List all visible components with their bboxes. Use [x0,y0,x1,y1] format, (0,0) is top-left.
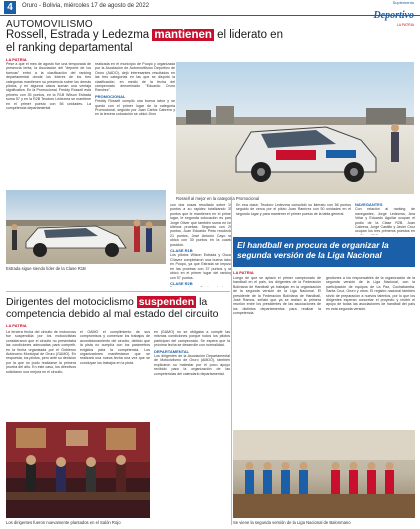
article3-col1-text: Luego de que se aplazó el primer campeonato de handball en el país, los dirigentes de la Federación Boliviana de Handball ya trabajan en la organización de la segunda versión de la Liga Nacional. El presidente de la Federación Boliviana de Handball, José Ramos, señaló que ya se realizó la primera reunión entre los presidentes de las asociaciones de los distintos departamentos para realizar la competencia. [233,276,321,316]
crowd-photo [6,190,166,264]
article1-column-3 [170,203,232,287]
brand-logo [373,1,414,27]
article1-sub-r1b: CLASE R1B [170,248,193,254]
article1-column-2 [95,62,175,188]
page-number: 4 [4,1,16,14]
article2-col2-text: el GAMO el cumplimiento de sus compromisos y comenzar los trabajos de acondicionamiento del circuito, debido que la pista no cumplía con los parámetros exigidos para la competencia. Los organizadores manifestaron que se realizará una nueva fecha una vez que se concluyan los trabajos en la pista. [80,330,150,365]
handball-team-photo [233,430,415,518]
article2-col1-text: La tercera fecha del circuito de motocross fue suspendida por los motociclistas consideraron que el circuito no presentaba las condiciones adecuadas para competir, en la fecha organizada por el Gobierno Autónomo Municipal de Oruro (GAMO). En respuesta, los pilotos, pero ante su decisión por la que no pudo realizarse la primera prueba del año. En este caso, los directivos solicitaron una mejora en el circuito. [6,330,76,374]
brand-publisher: LA PATRIA [396,23,414,27]
article2-column-2 [80,330,150,418]
handball-team-caption: Se viene la segunda versión de la Liga Nacional de Balonmano [233,520,351,525]
handball-team-illustration [233,430,415,518]
article1-col2-text: realizada en el municipio de Poopó y organizada por la Asociación de Automovilismo Deportivo de Oruro (AADO), dejó interesantes resultados en las tres categorías en las que se disputó la clasificación, en medio de la fecha del campeonato denominado "Eduardo Oruro Ramírez". [95,62,175,93]
article2-headline-highlight: suspenden [138,296,195,308]
article1-sub-r2b: CLASE R2B [170,280,193,286]
brand-name: Deportivo [373,10,414,21]
article1-sub-promocional: PROMOCIONAL [95,93,126,99]
article2-byline: LA PATRIA [6,323,27,328]
article3-column-2 [326,276,415,426]
article2-headline-pre: Dirigentes del motociclismo [6,296,134,308]
column-divider [231,200,232,525]
article1-col3c-continued: En esa clase, Teodoro Ledezma consolidó su liderato con 56 puntos seguido de cerca por el piloto Juan Ramírez con 50 unidades en el segundo lugar y para mantener el primer puesto de la tabla general. [236,203,351,216]
meeting-room-photo [6,422,150,518]
article1-col3c-text [170,286,232,287]
article1-headline-highlight: mantienen [154,29,212,41]
crowd-illustration [6,190,166,264]
article2-column-1 [6,330,76,418]
article3-col2-text: gestiones a los responsables de la organización de la segunda versión de la Liga Nacional, con la participación de equipos de La Paz, Cochabamba, Santa Cruz, Oruro y otros. El registro nacional también sirvió de preparación a nuevos talentos, por lo que los dirigentes esperan concretar el proyecto y recibir el apoyo de todas las asociaciones de handball del país en esta segunda versión. [326,276,415,311]
meeting-room-illustration [6,422,150,518]
article1-col1-text: Pese a que el mes de agosto fue una temporada de presencia lenta, la Asociación del "deporte de los tuercas" entró a la clasificación del ranking departamental donde los líderes de los tres categorías mantienen su presencia sobre los demás pilotos, y en algunos casos suman una ventaja significativa. En la Promocional, Freddy Rossell está primero con 35 puntos, en la R1B Wilson Estrada suma 57 y en la R2B Teodoro Ledezma se mantiene en el primer puesto con 56 unidades. La competencia departamental [6,62,91,111]
article1-headline-pre: Rossell, Estrada y Ledezma [6,29,150,41]
meeting-room-caption: Los dirigentes fueron nuevamente plantados en el Salón Rojo [6,520,121,525]
article2-col3-text: en (GAMO) no se obligaba a cumplir las mismas condiciones porque todos los pilotos participan del campeonato. Se espera que la próxima fecha se desarrolle con normalidad. [154,330,230,348]
article2-headline-post: la competencia debido al mal estado del circuito [6,296,219,320]
rally-car-photo [176,62,414,194]
article2-column-3 [154,330,230,460]
article1-headline [6,29,286,55]
article1-col3-text: con dos cosas resultado sobre 10 puntos a su rapidez totalizando 35 puntos que le mantienen en el primer lugar, le segunda colocación es para Jorge Oliver que también suma en los últimos pruebas. Segundo con 29 puntos, Juan Eduardo Pinto recolecta 21 puntos, José Antonio Cayo se ubica con 30 puntos en la cuarta posición. [170,203,232,247]
brand-supplement: Suplemento [392,0,414,5]
article1-byline: LA PATRIA [6,57,27,62]
article3-headline: El handball en procura de organizar la segunda versión de la Liga Nacional [233,237,415,267]
article1-column-1 [6,62,91,188]
article1-col3b-text: Los pilotos Wilson Estrada y Oscar Chavez completaron una buena labor en Poopó, ya que Estrada se impuso en las pruebas con 37 puntos y se ubicó en el primer lugar del ranking con 57 puntos. [170,253,232,280]
rally-car-caption: Rossell al mejor en la categoría Promocional [176,196,260,201]
article3-byline: LA PATRIA [233,270,254,275]
navegantes-text: Con relación al ranking de navegantes, Jorge Ledezma, Ana Velar y Eduardo Aguilar ocupan el podio de la Clase R2B. Juan Cabrera, Jorge Castillo y Javier Cruz ocupan los tres primeros puestos en [355,207,415,234]
article2-sub-departamental: DEPARTAMENTAL [154,348,190,354]
article3-column-1 [233,276,321,426]
crowd-caption: Estrada sigue siendo líder de la Clase R1B [6,266,86,271]
article1-column-4 [236,203,351,235]
navegantes-column [355,203,415,235]
section-divider [6,291,230,292]
article1-col2b-text: Freddy Rossell cumplió una buena labor y se quedó con el primer lugar de la categoría Promocional, seguido por Juan Carlos Cabrera y en la tercera colocación se ubicó Jhon [95,99,175,117]
article2-col3b-text: Los dirigentes de la Asociación Departamental de Motociclismo de Oruro (AMDO), también explicaron su malestar por el poco apoyo recibido para la organización de las competencias del calendario departamental. [154,354,230,376]
article1-kicker: AUTOMOVILISMO [6,19,93,30]
date-line: Oruro - Bolivia, miércoles 17 de agosto de 2022 [22,3,150,9]
article1-headline-post: el liderato en el ranking departamental [6,29,283,54]
article2-headline [6,296,256,320]
rally-car-illustration [176,62,414,194]
navegantes-heading: NAVEGANTES [355,203,383,207]
